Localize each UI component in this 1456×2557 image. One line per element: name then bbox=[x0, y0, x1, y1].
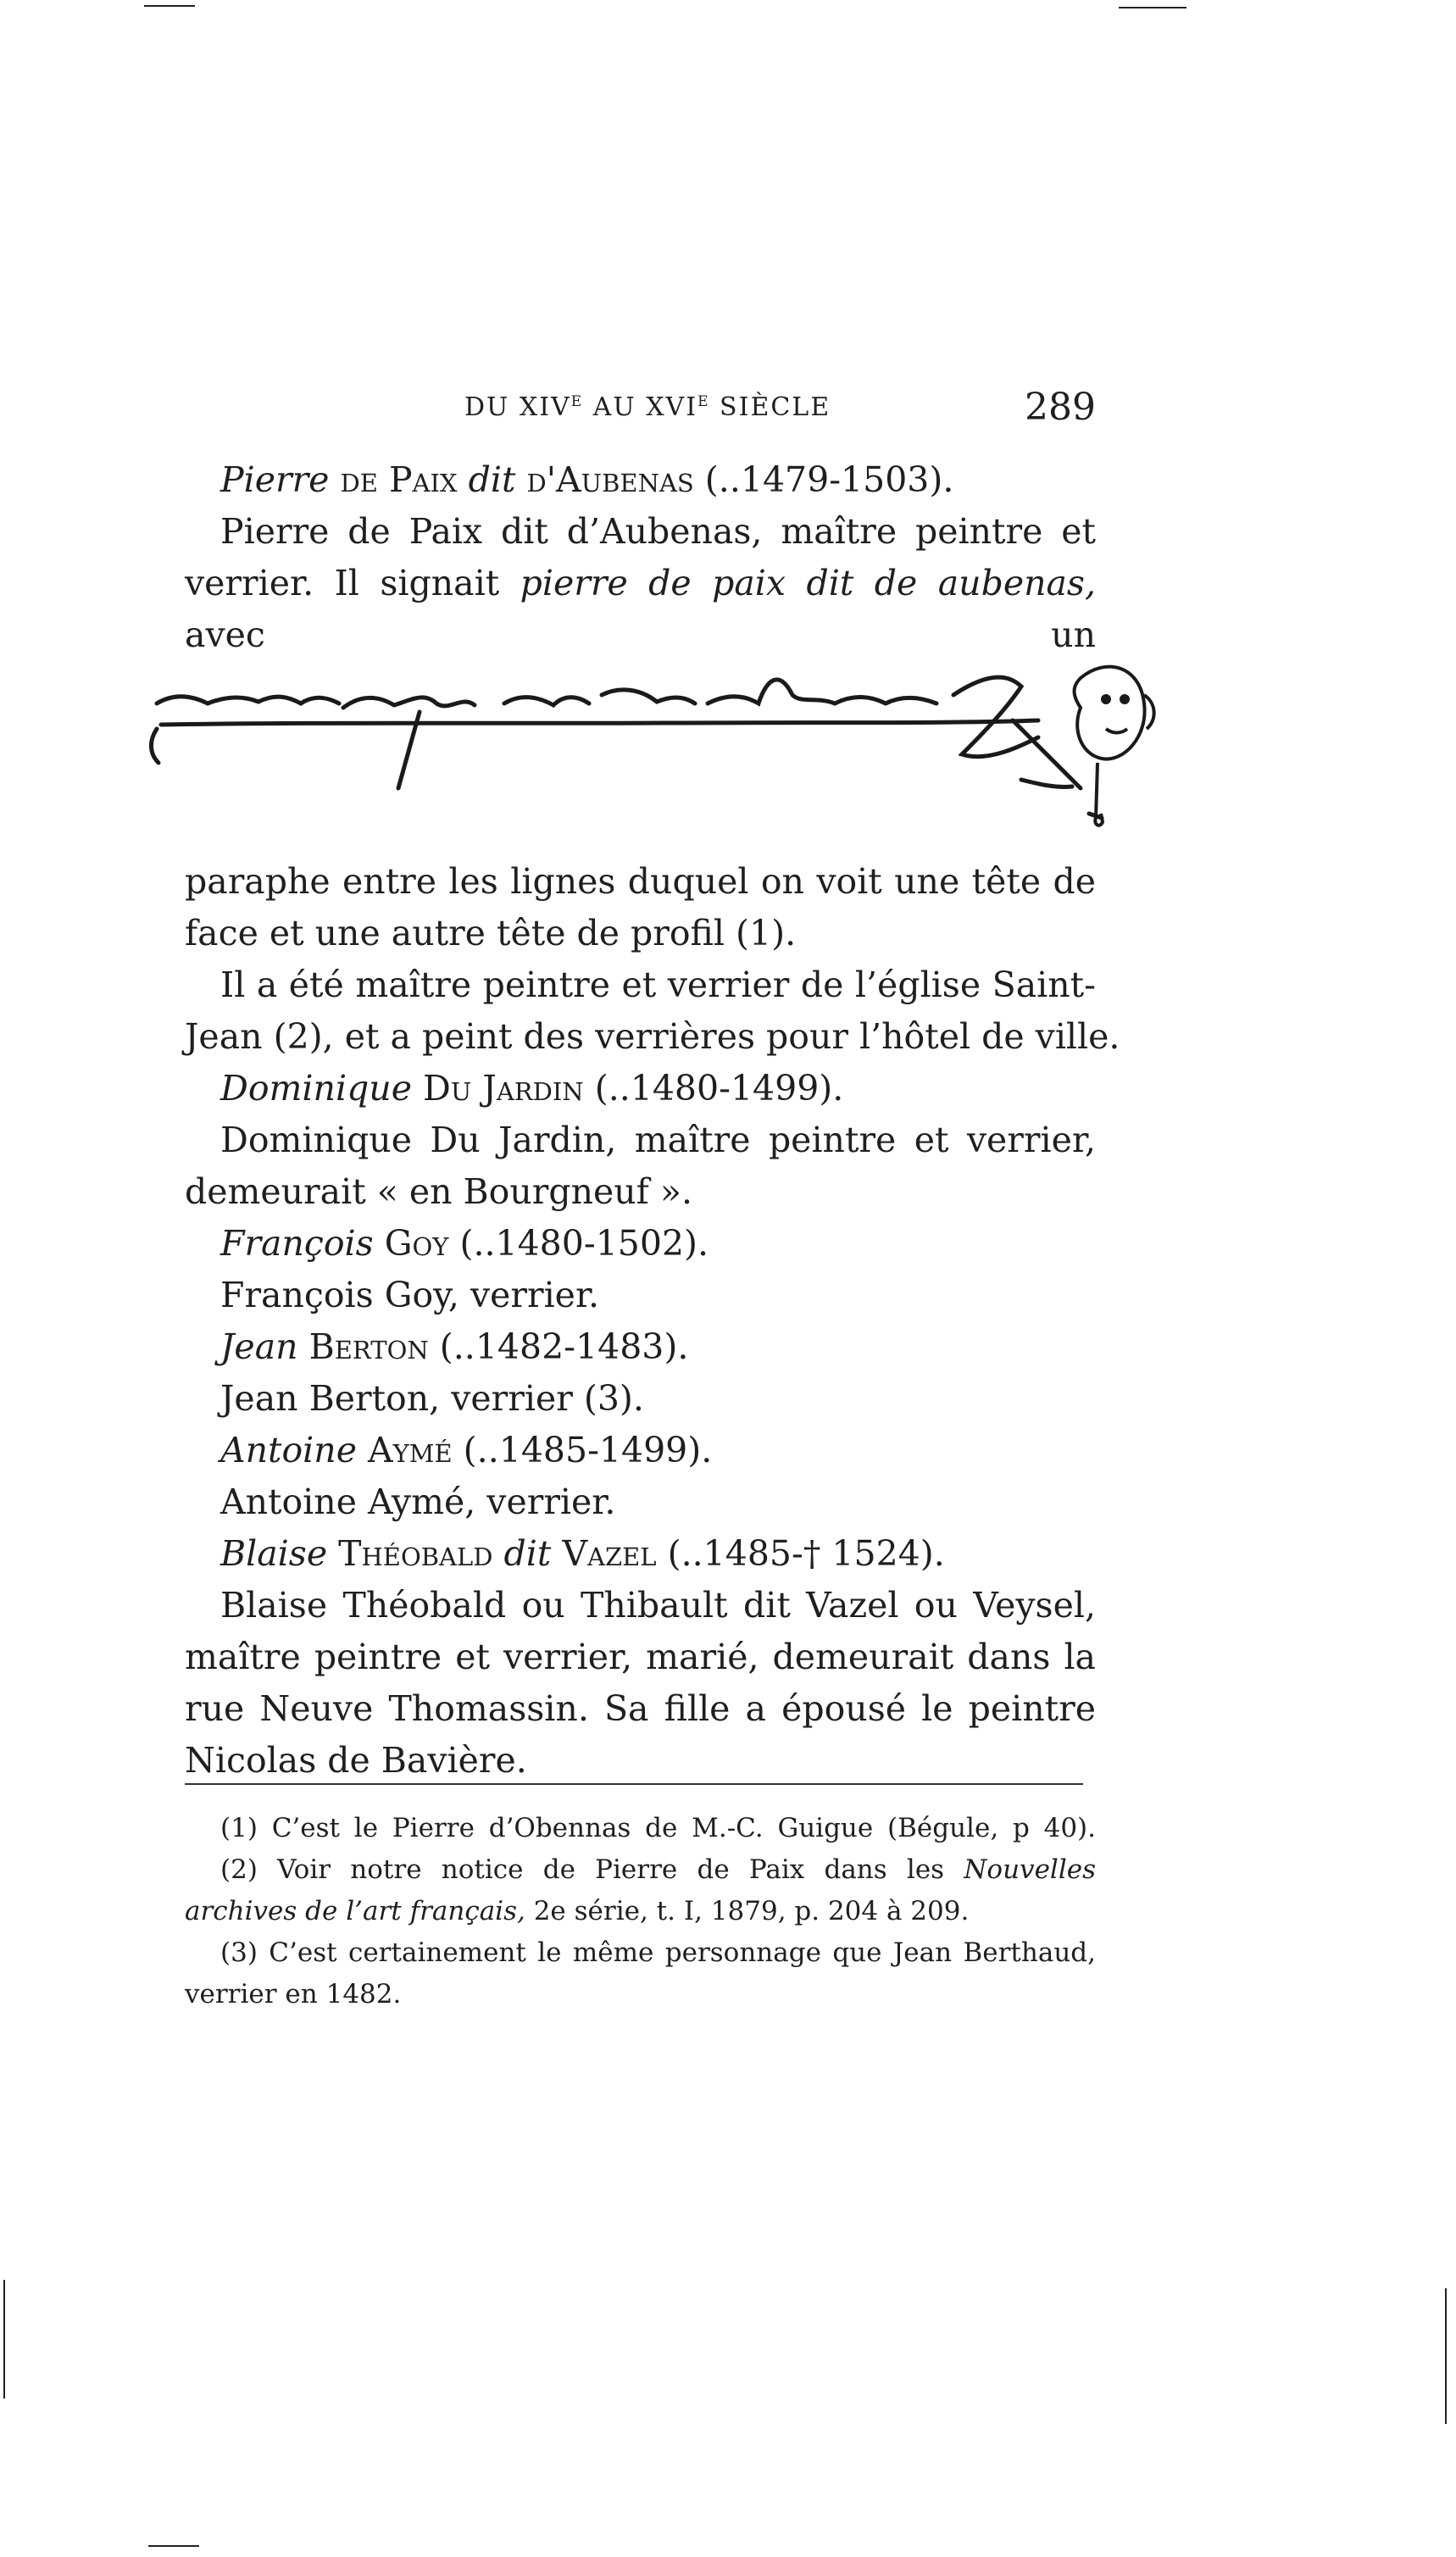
paragraph-line: Blaise Théobald ou Thibault dit Vazel ou Veysel, bbox=[220, 1585, 1096, 1626]
entry-surname: Goy bbox=[384, 1223, 449, 1264]
entry-first-name: Jean bbox=[220, 1326, 298, 1367]
entry-dates: (..1485-† 1524). bbox=[656, 1533, 945, 1574]
journal-title: archives de l’art français, bbox=[185, 1896, 525, 1926]
footnotes bbox=[185, 1808, 1096, 2015]
paragraph-line: demeurait « en Bourgneuf ». bbox=[185, 1171, 693, 1212]
entry-first-name: Dominique bbox=[220, 1068, 412, 1109]
paragraph-line: maître peintre et verrier, marié, demeurait dans la bbox=[185, 1637, 1096, 1677]
footnote-rule bbox=[185, 1783, 1083, 1785]
paragraph-line: François Goy, verrier. bbox=[220, 1275, 600, 1315]
entry-dit: dit bbox=[503, 1533, 552, 1574]
footnote-3-cont: verrier en 1482. bbox=[185, 1979, 402, 2009]
paragraph-line: Jean Berton, verrier (3). bbox=[220, 1378, 644, 1419]
entry-surname: Du Jardin bbox=[423, 1068, 584, 1109]
text-block-upper bbox=[185, 454, 1097, 655]
entry-first-name: Antoine bbox=[220, 1430, 357, 1470]
footnote-1: (1) C’est le Pierre d’Obennas de M.-C. Guigue (Bégule, p 40). bbox=[220, 1813, 1096, 1843]
text-run: verrier. Il signait bbox=[185, 563, 520, 603]
entry-particle: de bbox=[340, 459, 389, 500]
signature-facsimile bbox=[140, 644, 1157, 843]
paragraph-line: Dominique Du Jardin, maître peintre et verrier, bbox=[220, 1120, 1096, 1160]
footnote-2 bbox=[185, 1849, 1096, 1891]
entry-first-name: Blaise bbox=[220, 1533, 328, 1574]
journal-title: Nouvelles bbox=[964, 1854, 1096, 1885]
entry-dit: dit bbox=[468, 459, 516, 500]
entry-first-name: Pierre bbox=[220, 459, 330, 500]
running-title bbox=[464, 392, 831, 422]
entry-alias: Vazel bbox=[562, 1533, 657, 1574]
footnote-3: (3) C’est certainement le même personnage que Jean Berthaud, bbox=[220, 1937, 1096, 1968]
head-eye bbox=[1103, 696, 1109, 703]
paragraph-line: Nicolas de Bavière. bbox=[185, 1740, 527, 1781]
text-run: 2e série, t. I, 1879, p. 204 à 209. bbox=[525, 1896, 970, 1926]
signature-stroke bbox=[602, 690, 695, 703]
paragraph-line bbox=[185, 558, 1097, 655]
entry-heading-paix bbox=[185, 454, 1096, 506]
head-eye bbox=[1121, 696, 1128, 703]
signature-stroke bbox=[157, 697, 339, 703]
signature-paraph bbox=[1021, 780, 1072, 787]
paragraph-line: Antoine Aymé, verrier. bbox=[220, 1481, 616, 1522]
signature-strokes bbox=[151, 677, 1102, 818]
page-header bbox=[185, 386, 1096, 436]
scan-edge-mark-top bbox=[144, 5, 195, 7]
head-mouth bbox=[1106, 729, 1127, 733]
footnote-2-cont bbox=[185, 1891, 1096, 1932]
entry-surname: Aymé bbox=[368, 1430, 453, 1470]
entry-heading-ayme bbox=[185, 1425, 1096, 1476]
paragraph-line: rue Neuve Thomassin. Sa fille a épousé le peintre bbox=[185, 1688, 1096, 1729]
signature-underline bbox=[161, 720, 1038, 725]
entry-alias: d'Aubenas bbox=[526, 459, 694, 500]
paraph-heads bbox=[1075, 667, 1154, 825]
entry-dates: (..1480-1499). bbox=[583, 1068, 844, 1109]
text-block-lower bbox=[185, 856, 1120, 1787]
entry-dates: (..1479-1503). bbox=[693, 459, 954, 500]
scan-edge-mark-bottom bbox=[148, 2545, 199, 2547]
entry-dates: (..1482-1483). bbox=[428, 1326, 689, 1367]
superscript-2: E bbox=[697, 393, 710, 410]
signature-stroke bbox=[343, 698, 475, 708]
page-number: 289 bbox=[1025, 386, 1096, 429]
running-title-mid: AU XVI bbox=[583, 392, 698, 422]
superscript-1: E bbox=[570, 393, 584, 410]
paragraph-line: Jean (2), et a peint des verrières pour l’hôtel de ville. bbox=[185, 1016, 1120, 1057]
paragraph-line: Pierre de Paix dit d’Aubenas, maître peintre et bbox=[220, 511, 1096, 552]
entry-heading-goy bbox=[185, 1218, 1096, 1270]
signature-flourish bbox=[151, 729, 158, 763]
running-title-prefix: DU XIV bbox=[464, 392, 571, 422]
entry-first-name: François bbox=[220, 1223, 374, 1264]
text-run: (2) Voir notre notice de Pierre de Paix dans les bbox=[220, 1854, 964, 1885]
entry-surname: Berton bbox=[308, 1326, 429, 1367]
entry-heading-theobald bbox=[185, 1528, 1096, 1580]
head-face-drawing bbox=[1075, 667, 1145, 759]
entry-dates: (..1485-1499). bbox=[452, 1430, 713, 1470]
signature-stroke bbox=[708, 680, 936, 703]
scan-edge-mark-left bbox=[3, 2280, 5, 2399]
text-run: avec un bbox=[185, 614, 1096, 655]
signature-paraph bbox=[953, 677, 1038, 757]
paragraph-line: Il a été maître peintre et verrier de l’église Saint- bbox=[220, 964, 1096, 1005]
entry-heading-du-jardin bbox=[185, 1063, 1096, 1115]
running-title-suffix: SIÈCLE bbox=[709, 392, 831, 422]
signature-transcription: pierre de paix dit de aubenas, bbox=[520, 563, 1097, 603]
entry-surname: Paix bbox=[388, 459, 458, 500]
entry-heading-berton bbox=[185, 1321, 1096, 1373]
scan-edge-mark-top-right bbox=[1119, 7, 1186, 8]
paragraph-line: face et une autre tête de profil (1). bbox=[185, 913, 797, 953]
paragraph-line: paraphe entre les lignes duquel on voit une tête de bbox=[185, 861, 1096, 902]
scan-edge-mark-right bbox=[1445, 2288, 1447, 2424]
signature-stroke bbox=[504, 698, 589, 705]
entry-surname: Théobald bbox=[338, 1533, 493, 1574]
entry-dates: (..1480-1502). bbox=[448, 1223, 709, 1264]
